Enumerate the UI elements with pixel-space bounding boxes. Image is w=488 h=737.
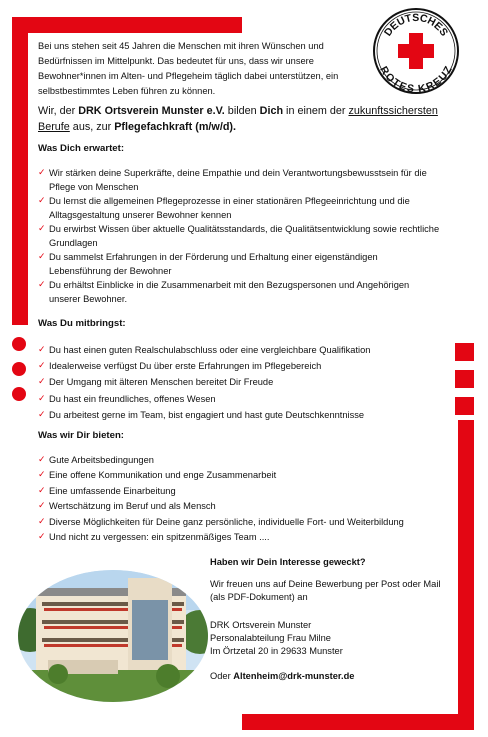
intro-paragraph: Bei uns stehen seit 45 Jahren die Menschen mit ihren Wünschen und Bedürfnissen im Mittelpunkt. Das bedeutet für uns, dass wir unsere Bewohner*innen im Alten- und Pflegeheim täglich dabei unterstützen, ein selbstbestimmtes Leben führen zu können. (38, 41, 339, 96)
side-dot-1 (12, 337, 26, 351)
drk-logo (372, 7, 460, 95)
check-icon: ✓ (38, 252, 46, 262)
list-item-text: Du hast einen guten Realschulabschluss oder eine vergleichbare Qualifikation (49, 345, 371, 355)
address-line: Im Örtzetal 20 in 29633 Munster (210, 646, 343, 656)
list-item (38, 453, 450, 468)
logo-bottom-text: ROTES KREUZ (377, 64, 455, 95)
offer-title: Was wir Dir bieten: (38, 430, 125, 441)
lead-you: Dich (259, 105, 284, 117)
email-line (210, 670, 354, 683)
job-title: Pflegefachkraft (m/w/d). (114, 121, 237, 133)
bring-list (38, 342, 448, 423)
lead-text: aus, zur (69, 121, 115, 133)
list-item-text: Und nicht zu vergessen: ein spitzenmäßiges Team .... (49, 532, 270, 543)
lead-text: bilden (224, 105, 260, 117)
contact-question (210, 556, 366, 569)
list-item (38, 166, 440, 194)
check-icon: ✓ (38, 485, 46, 496)
expect-title: Was Dich erwartet: (38, 143, 125, 154)
apply-line: (als PDF-Dokument) an (210, 592, 308, 602)
frame-bar-bottom (242, 714, 474, 730)
offer-list (38, 453, 450, 545)
or-label: Oder (210, 671, 234, 681)
list-item-text: Du erhältst Einblicke in die Zusammenarbeit mit den Bezugspersonen und Angehörigen unserer Bewohner. (49, 280, 410, 304)
list-item-text: Wir stärken deine Superkräfte, deine Empathie und dein Verantwortungsbewusstsein für die Pflege von Menschen (49, 168, 427, 192)
side-block-3 (455, 397, 474, 415)
check-icon: ✓ (38, 501, 46, 512)
side-block-2 (455, 370, 474, 388)
list-item-text: Du arbeitest gerne im Team, bist engagiert und hast gute Deutschkenntnisse (49, 409, 365, 420)
side-dot-3 (12, 387, 26, 401)
check-icon: ✓ (38, 516, 46, 527)
list-item (38, 391, 448, 407)
address-line: Personalabteilung Frau Milne (210, 633, 331, 643)
future-careers-text: zukunftssichersten Berufe (38, 105, 438, 133)
check-icon: ✓ (38, 168, 46, 178)
logo-top-text: DEUTSCHES (381, 11, 451, 39)
list-item-text: Du hast ein freundliches, offenes Wesen (49, 393, 216, 404)
list-item-text: Du sammelst Erfahrungen in der Förderung und Erhaltung einer eigenständigen Lebensführung der Bewohner (49, 252, 378, 276)
list-item-text: Eine umfassende Einarbeitung (49, 485, 176, 496)
list-item-text: Du erwirbst Wissen über aktuelle Qualitätsstandards, die Qualitätsentwicklung sowie rechtliche Grundlagen (49, 224, 440, 248)
building-photo (18, 570, 208, 702)
lead-text: in einem der (283, 105, 349, 117)
list-item (38, 374, 448, 390)
side-block-1 (455, 343, 474, 361)
list-item-text: Du lernst die allgemeinen Pflegeprozesse in einer stationären Pflegeeinrichtung und die Alltagsgestaltung unserer Bewohner kennen (49, 196, 410, 220)
list-item-text: Diverse Möglichkeiten für Deine ganz persönliche, individuelle Fort- und Weiterbildung (49, 516, 404, 527)
check-icon: ✓ (38, 345, 46, 355)
list-item (38, 194, 440, 222)
lead-text: Wir, der (38, 105, 79, 117)
expect-list (38, 166, 440, 306)
list-item (38, 250, 440, 278)
bring-title: Was Du mitbringst: (38, 318, 126, 329)
list-item (38, 358, 448, 374)
list-item-text: Gute Arbeitsbedingungen (49, 455, 154, 465)
list-item-text: Der Umgang mit älteren Menschen bereitet Dir Freude (49, 377, 274, 388)
apply-text (210, 578, 440, 604)
check-icon: ✓ (38, 377, 46, 388)
check-icon: ✓ (38, 470, 46, 481)
frame-bar-right (458, 420, 474, 730)
list-item (38, 222, 440, 250)
apply-line: Wir freuen uns auf Deine Bewerbung per Post oder Mail (210, 579, 441, 589)
check-icon: ✓ (38, 532, 46, 543)
check-icon: ✓ (38, 361, 46, 372)
organization-name: DRK Ortsverein Munster e.V. (78, 105, 225, 117)
frame-bar-top (12, 17, 242, 33)
list-item (38, 530, 450, 545)
check-icon: ✓ (38, 196, 46, 206)
address-line: DRK Ortsverein Munster (210, 620, 312, 630)
list-item (38, 515, 450, 530)
building-illustration (18, 570, 208, 702)
list-item-text: Idealerweise verfügst Du über erste Erfahrungen im Pflegebereich (49, 361, 322, 372)
list-item (38, 499, 450, 514)
check-icon: ✓ (38, 455, 46, 465)
list-item-text: Wertschätzung im Beruf und als Mensch (49, 501, 216, 512)
lead-sentence (38, 103, 458, 135)
check-icon: ✓ (38, 280, 46, 290)
list-item (38, 468, 450, 483)
check-icon: ✓ (38, 393, 46, 404)
question-text: Haben wir Dein Interesse geweckt? (210, 557, 366, 567)
check-icon: ✓ (38, 409, 46, 420)
address-block (210, 619, 343, 658)
list-item (38, 278, 440, 306)
side-dot-2 (12, 362, 26, 376)
check-icon: ✓ (38, 224, 46, 234)
list-item (38, 342, 448, 358)
list-item (38, 407, 448, 423)
list-item (38, 484, 450, 499)
frame-bar-left (12, 17, 28, 325)
email-address[interactable]: Altenheim@drk-munster.de (233, 671, 355, 681)
list-item-text: Eine offene Kommunikation und enge Zusammenarbeit (49, 470, 277, 481)
